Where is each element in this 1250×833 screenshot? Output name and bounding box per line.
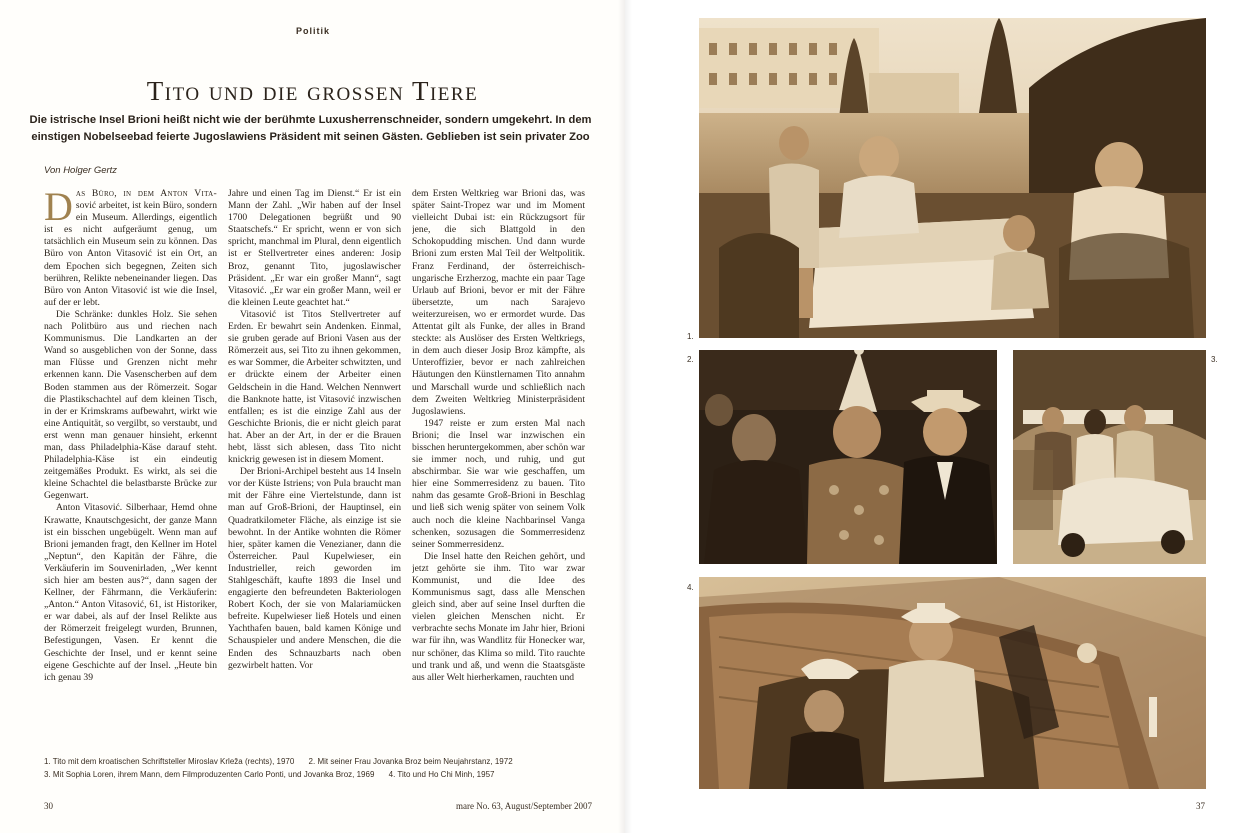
- article-paragraph: 1947 reiste er zum ersten Mal nach Brioni; die Insel war inzwischen ein bisschen heruntergekommen, aber schön war sie immer noch, und ruhig, und gut abschirmbar. Sie war wie geschaffen, um hier eine Sommerresidenz zu bauen. Tito nahm das gesamte Groß-Brioni in Beschlag und ließ sich wenig später von seinem Volk auch noch die kleine Nachbarinsel Vanga schenken, sozusagen die Sommerresidenz seiner Sommerresidenz.: [412, 417, 585, 550]
- article-paragraph: Die Insel hatte den Reichen gehört, und jetzt gehörte sie ihm. Tito war zwar Kommunist, und die Idee des Kommunismus sagt, dass alle Menschen gleich sind, aber auf seine Insel durften die vielen gleichen Menschen nicht. Er verbrachte sechs Monate im Jahr hier, Brioni war für ihn, was Wandlitz für Honecker war, nur schöner, das Klima so mild. Tito rauchte und trank und aß, und wenn die Staatsgäste aus aller Welt hierherkamen, rauchten und: [412, 550, 585, 683]
- photo-4-image: [699, 577, 1206, 789]
- photo-number-3: 3.: [1211, 355, 1218, 364]
- photo-1-terrace: [699, 18, 1206, 338]
- article-column-2: [228, 188, 401, 708]
- caption-4: 4. Tito und Ho Chi Minh, 1957: [388, 770, 495, 779]
- photo-number-2: 2.: [687, 355, 694, 364]
- photo-3-image: [1013, 350, 1206, 564]
- issue-info: mare No. 63, August/September 2007: [456, 801, 592, 811]
- photo-3-golf-cart: [1013, 350, 1206, 564]
- photo-2-dance: [699, 350, 997, 564]
- article-paragraph: Der Brioni-Archipel besteht aus 14 Inseln vor der Küste Istriens; von Pula braucht man mit der Fähre eine Viertelstunde, dann ist man auf Groß-Brioni, der Hauptinsel, ein Quadratkilometer Fläche, als einzige ist sie bewohnt. In der Antike wohnten die Römer hier, später kamen die Venezianer, dann die Österreicher. Paul Kupelwieser, ein Industrieller, reich geworden im Stahlgeschäft, kaufte 1893 die Insel und engagierte den befreundeten Bakteriologen Robert Koch, der sie von Malariamücken befreite. Kupelwieser ließ Hotels und einen Yachthafen bauen, bald kamen Könige und Schauspieler und andere Menschen, die die Enden des Schnauzbarts nach oben gezwirbelt hatten. Vor: [228, 466, 401, 671]
- article-paragraph: [44, 188, 217, 309]
- photo-number-4: 4.: [687, 583, 694, 592]
- lede: Die istrische Insel Brioni heißt nicht wie der berühmte Luxusherrenschneider, sondern umgekehrt. In dem einstigen Nobelseebad feierte Jugoslawiens Präsident mit seinen Gästen. Geblieben ist sein privater Zoo: [29, 114, 592, 143]
- article-paragraph: Vitasović ist Titos Stellvertreter auf Erden. Er bewahrt sein Andenken. Einmal, sie gruben gerade auf Brioni Vasen aus der Römerzeit aus, sei Tito zu ihnen gekommen, es war Sommer, die Arbeiter schwitzten, und er drückte einem der Arbeiter einen Geldschein in die Hand. Welchen Nennwert die Banknote hatte, ist Vitasović inzwischen entfallen; es ist die einzige Zahl aus der Geschichte Brionis, die er nicht gleich parat hat. Aber an der Art, in der er die Brauen hebt, lässt sich ablesen, dass Tito nicht knickrig gewesen ist in diesem Moment.: [228, 308, 401, 466]
- section-label: Politik: [296, 26, 331, 36]
- caption-1: 1. Tito mit dem kroatischen Schriftsteller Miroslav Krleža (rechts), 1970: [44, 757, 295, 766]
- page-number-right: 37: [1196, 801, 1205, 811]
- page-number-left: 30: [44, 801, 53, 811]
- photo-number-1: 1.: [687, 332, 694, 341]
- photo-4-boat: [699, 577, 1206, 789]
- drop-cap: D: [44, 188, 73, 229]
- article-paragraph: Die Schränke: dunkles Holz. Sie sehen nach Politbüro aus und riechen nach Kommunismus. Die Landkarten an der Wand so ausgeblichen von der Sonne, dass man Flüsse und Grenzen nicht mehr erkennen kann. Die Vasenscherben auf dem Boden stammen aus der Römerzeit. Sogar die Plastikschachtel auf dem kleinen Tisch, in der er Krimskrams aufbewahrt, wirkt wie eine Antiquität, so vergilbt, so verstaubt, und erst wenn man genauer hinsieht, erkennt man, dass Philadelphia-Käse darauf steht. Philadelphia-Käse ist ein eindeutig zeitgemäßes Produkt. Es wirkt, als sei die kleine Schachtel die belastbarste Brücke zur Gegenwart.: [44, 308, 217, 502]
- headline: Tito und die grossen Tiere: [146, 76, 479, 106]
- article-column-3: [412, 188, 585, 708]
- photo-captions: [44, 755, 604, 781]
- photo-1-image: [699, 18, 1206, 338]
- lead-in-caps: as Büro, in dem Anton Vita-: [75, 188, 217, 199]
- article-paragraph: Anton Vitasović. Silberhaar, Hemd ohne Krawatte, Knautschgesicht, der ganze Mann ist ein bisschen ungebügelt. Wenn man auf Brioni jemanden fragt, den Kellner im Hotel „Neptun“, den Kapitän der Fähre, die Verkäuferin im Souvenirladen, „Wer kennt sich hier am besten aus?“, dann sagen der Kellner, der Fährmann, die Verkäuferin: „Anton.“ Anton Vitasović, 61, ist Historiker, er war dabei, als auf der Insel Relikte aus der Römerzeit freigelegt wurden, Brunnen, Befestigungen, Vasen. Er kennt die Geschichte der Insel, und er kennt seine eigene Geschichte auf der Insel. „Heute bin ich genau 39: [44, 502, 217, 683]
- article-paragraph: dem Ersten Weltkrieg war Brioni das, was später Saint-Tropez war und im Moment vielleicht Dubai ist: ein Rückzugsort für jene, die sich Blattgold in den Schokopudding mischen. Und dann wurde Brioni zum ersten Mal Teil der Weltpolitik. Franz Ferdinand, der österreichisch-ungarische Erzherzog, machte ein paar Tage Urlaub auf Brioni, bevor er mit der Fähre übersetzte, um nach Sarajevo weiterzureisen, wo er ermordet wurde. Das Attentat gilt als Funke, der alles in Brand steckte: als Auslöser des Ersten Weltkriegs, in dem auch dieser Josip Broz kämpfte, als Unteroffizier, bevor er nach zahlreichen Häutungen den Künstlernamen Tito annahm und Marschall wurde und schließlich nach dem Zweiten Weltkrieg Ministerpräsident Jugoslawiens.: [412, 188, 585, 417]
- article-column-1: [44, 188, 217, 708]
- page-gutter: [618, 0, 632, 833]
- caption-3: 3. Mit Sophia Loren, ihrem Mann, dem Filmproduzenten Carlo Ponti, und Jovanka Broz, 1969: [44, 770, 375, 779]
- article-text: sović arbeitet, ist kein Büro, sondern ein Museum. Allerdings, eigentlich ist es nicht aufgeräumt genug, um tatsächlich ein Museum sein zu können. Das Büro von Anton Vitasović ist ein Ort, an dem Epochen sich begegnen, Zeiten sich berühren, Relikte nebeneinander liegen. Das Büro von Anton Vitasović ist wie die Insel, auf der er lebt.: [44, 200, 217, 308]
- article-paragraph: Jahre und einen Tag im Dienst.“ Er ist ein Mann der Zahl. „Wir haben auf der Insel 1700 Delegationen begrüßt und 90 Staatschefs.“ Er spricht, wenn er von sich spricht, manchmal im Plural, denn eigentlich ist er Stellvertreter eines anderen: Josip Broz, genannt Tito, jugoslawischer Präsident. „Er war ein großer Mann“, sagt Vitasović. „Er war ein großer Mann, weil er die kleinen Leute geachtet hat.“: [228, 188, 401, 308]
- byline: Von Holger Gertz: [44, 165, 118, 176]
- caption-2: 2. Mit seiner Frau Jovanka Broz beim Neujahrstanz, 1972: [308, 757, 513, 766]
- photo-2-image: [699, 350, 997, 564]
